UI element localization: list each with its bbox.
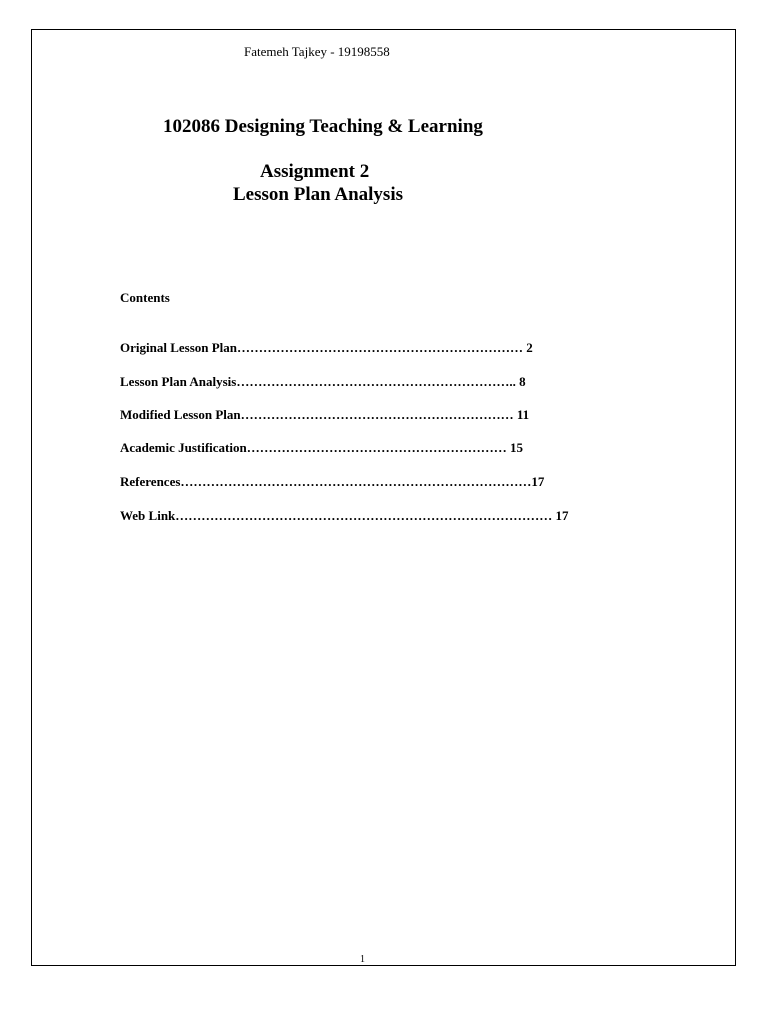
toc-entry-original-lesson-plan[interactable]: Original Lesson Plan………………………………………………………… 2: [120, 340, 533, 355]
assignment-title: Assignment 2: [260, 161, 370, 182]
toc-entry-references[interactable]: References………………………………………………………………………17: [120, 474, 545, 489]
contents-heading: Contents: [120, 290, 170, 305]
document-subtitle: Lesson Plan Analysis: [233, 184, 403, 205]
page-number: 1: [360, 954, 365, 965]
toc-entry-web-link[interactable]: Web Link…………………………………………………………………………… 17: [120, 508, 569, 523]
toc-entry-lesson-plan-analysis[interactable]: Lesson Plan Analysis……………………………………………………….. 8: [120, 374, 526, 389]
toc-entry-modified-lesson-plan[interactable]: Modified Lesson Plan……………………………………………………… 11: [120, 407, 530, 422]
course-title: 102086 Designing Teaching & Learning: [163, 116, 483, 137]
toc-entry-academic-justification[interactable]: Academic Justification…………………………………………………… 15: [120, 440, 523, 455]
page-border: [31, 29, 736, 966]
author-line: Fatemeh Tajkey - 19198558: [244, 44, 390, 59]
